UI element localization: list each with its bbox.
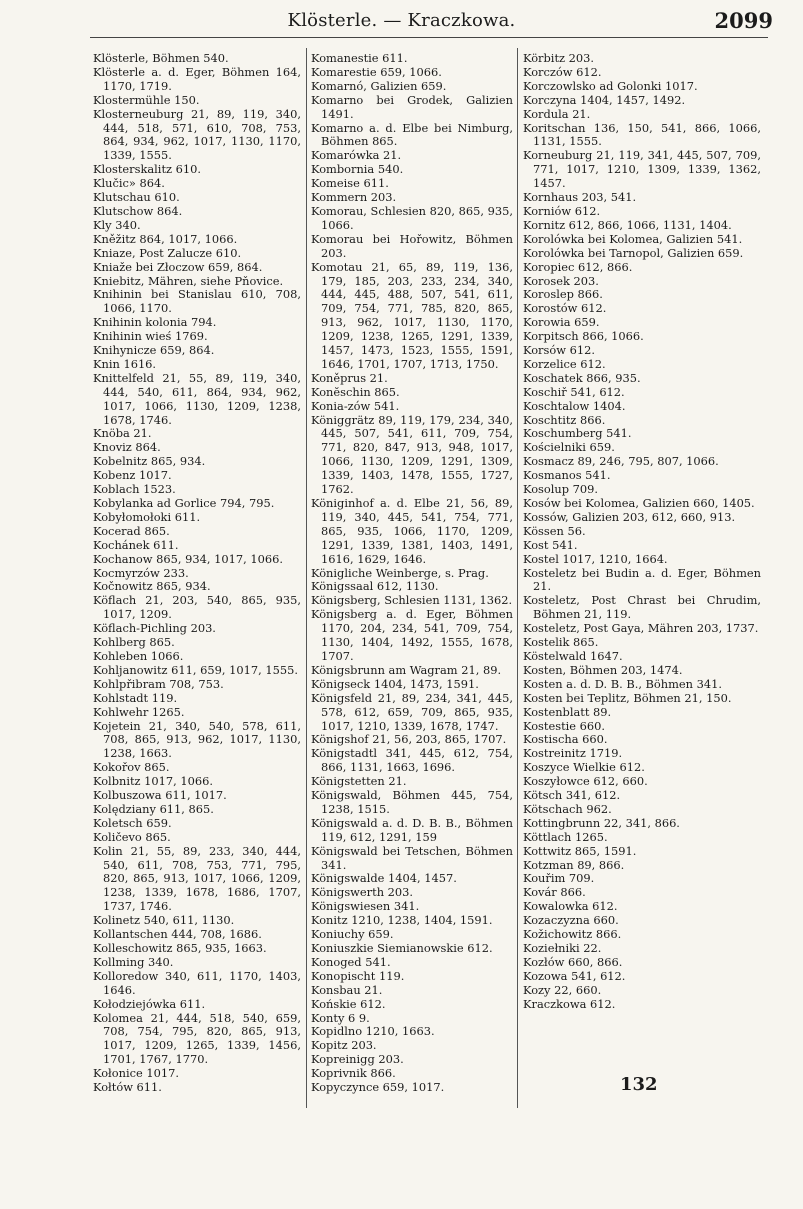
index-entry: Königliche Weinberge, s. Prag. — [311, 565, 489, 580]
index-entry: Korczowlsko ad Golonki 1017. — [523, 78, 698, 93]
index-entry: Kötschach 962. — [523, 801, 612, 816]
index-column-1 — [93, 52, 301, 1095]
index-entry: Konty 6 9. — [311, 1010, 370, 1025]
index-entry: Kosteletz, Post Chrast bei Chrudim, Böhmen 21, 119. — [523, 593, 761, 622]
index-entry: Kolin 21, 55, 89, 233, 340, 444, 540, 611, 708, 753, 771, 795, 820, 865, 913, 1017, 1066, 1209, 1238, 1339, 1678, 1686, 1707, 1737, 1746. — [93, 843, 301, 914]
index-entry: Knin 1616. — [93, 356, 157, 371]
index-entry: Kollming 340. — [93, 954, 174, 969]
index-entry: Kokořov 865. — [93, 760, 170, 775]
index-entry: Kołtów 611. — [93, 1080, 162, 1095]
index-entry: Kössen 56. — [523, 523, 586, 538]
index-entry: Kozłów 660, 866. — [523, 954, 623, 969]
index-entry: Kozaczyzna 660. — [523, 913, 619, 928]
index-entry: Koněprus 21. — [311, 370, 388, 385]
index-entry: Kněžitz 864, 1017, 1066. — [93, 231, 238, 246]
index-entry: Kochanow 865, 934, 1017, 1066. — [93, 551, 283, 566]
index-entry: Kornitz 612, 866, 1066, 1131, 1404. — [523, 217, 732, 232]
index-entry: Koschtalow 1404. — [523, 398, 626, 413]
index-entry: Kopidlno 1210, 1663. — [311, 1024, 435, 1039]
index-entry: Kouřim 709. — [523, 871, 595, 886]
index-entry: Kocmyrzów 233. — [93, 565, 189, 580]
index-entry: Kohlberg 865. — [93, 635, 175, 650]
index-entry: Königstetten 21. — [311, 774, 407, 789]
index-entry: Kohlwehr 1265. — [93, 704, 185, 719]
index-entry: Knihynicze 659, 864. — [93, 343, 215, 358]
index-entry: Korowia 659. — [523, 315, 600, 330]
page-title: Klösterle. — Kraczkowa. — [287, 10, 516, 31]
index-entry: Klučic» 864. — [93, 176, 165, 191]
header-rule — [90, 37, 768, 38]
index-entry: Koschatek 866, 935. — [523, 370, 641, 385]
index-entry: Kočnowitz 865, 934. — [93, 579, 211, 594]
index-entry: Kolleschowitz 865, 935, 1663. — [93, 941, 267, 955]
index-entry: Korzelice 612. — [523, 356, 606, 371]
index-entry: Korniów 612. — [523, 203, 601, 218]
index-entry: Koschumberg 541. — [523, 426, 632, 441]
index-entry: Kostel 1017, 1210, 1664. — [523, 551, 668, 566]
index-entry: Kolbnitz 1017, 1066. — [93, 774, 214, 789]
index-entry: Korpitsch 866, 1066. — [523, 329, 644, 344]
index-entry: Kombornia 540. — [311, 162, 404, 177]
index-entry: Kosten a. d. D. B. B., Böhmen 341. — [523, 676, 722, 691]
index-entry: Koropiec 612, 866. — [523, 259, 633, 274]
index-entry: Knihinin wieś 1769. — [93, 329, 208, 344]
index-entry: Kołonice 1017. — [93, 1066, 179, 1081]
index-entry: Kolomea 21, 444, 518, 540, 659, 708, 754, 795, 820, 865, 913, 1017, 1209, 1265, 1339, 1456, 1701, 1767, 1770. — [93, 1010, 301, 1067]
index-entry: Koprivnik 866. — [311, 1066, 396, 1081]
index-entry: Komotau 21, 65, 89, 119, 136, 179, 185, 203, 233, 234, 340, 444, 445, 488, 507, 541, 611, 709, 754, 771, 785, 820, 865, 913, 962, 1017, 1130, 1170, 1209, 1238, 1265, 1291, 1339, 1457, 1473, 1523, 1555, 1591, 1646, 1701, 1707, 1713, 1750. — [311, 259, 513, 371]
index-entry: Količevo 865. — [93, 829, 171, 844]
index-entry: Kobenz 1017. — [93, 468, 172, 483]
index-entry: Kötsch 341, 612. — [523, 788, 621, 803]
index-entry: Knoviz 864. — [93, 440, 161, 455]
index-entry: Königswalde 1404, 1457. — [311, 871, 457, 886]
index-entry: Kordula 21. — [523, 106, 591, 121]
index-column-2 — [311, 52, 513, 1095]
sheet-number: 132 — [620, 1074, 658, 1095]
index-entry: Königsberg a. d. Eger, Böhmen 1170, 204, 234, 541, 709, 754, 1130, 1404, 1492, 1555, 1678, 1707. — [311, 607, 513, 663]
index-entry: Königswerth 203. — [311, 885, 414, 900]
index-entry: Kniaže bei Złoczow 659, 864. — [93, 259, 263, 274]
index-entry: Kosteletz bei Budin a. d. Eger, Böhmen 21. — [523, 565, 761, 594]
index-entry: Koszyłowce 612, 660. — [523, 774, 648, 789]
index-entry: Komarówka 21. — [311, 148, 402, 163]
index-entry: Königgrätz 89, 119, 179, 234, 340, 445, 507, 541, 611, 709, 754, 771, 820, 847, 913, 948, 1017, 1066, 1130, 1209, 1291, 1309, 1339, 1403, 1478, 1555, 1727, 1762. — [311, 412, 513, 497]
index-entry: Kosmacz 89, 246, 795, 807, 1066. — [523, 454, 719, 469]
index-entry: Klutschau 610. — [93, 190, 180, 205]
index-entry: Königssaal 612, 1130. — [311, 579, 439, 594]
index-entry: Klostermühle 150. — [93, 92, 200, 107]
index-entry: Königstadtl 341, 445, 612, 754, 866, 1131, 1663, 1696. — [311, 746, 513, 775]
index-entry: Kommern 203. — [311, 190, 397, 205]
index-entry: Konia-zów 541. — [311, 398, 400, 413]
index-entry: Kopreinigg 203. — [311, 1052, 404, 1067]
index-entry: Kolinetz 540, 611, 1130. — [93, 913, 235, 928]
index-entry: Kotzman 89, 866. — [523, 857, 625, 872]
index-entry: Königsberg, Schlesien 1131, 1362. — [311, 593, 513, 608]
index-entry: Komarestie 659, 1066. — [311, 64, 442, 79]
index-entry: Königshof 21, 56, 203, 865, 1707. — [311, 732, 507, 747]
index-entry: Kocerad 865. — [93, 523, 170, 538]
index-entry: Konitz 1210, 1238, 1404, 1591. — [311, 913, 493, 928]
index-entry: Köstelwald 1647. — [523, 648, 623, 663]
index-entry: Klosterskalitz 610. — [93, 162, 202, 177]
index-entry: Kottingbrunn 22, 341, 866. — [523, 815, 680, 830]
index-entry: Klutschow 864. — [93, 203, 183, 218]
index-entry: Komarnó, Galizien 659. — [311, 78, 447, 93]
index-entry: Kowalowka 612. — [523, 899, 618, 914]
index-entry: Kollantschen 444, 708, 1686. — [93, 927, 262, 942]
index-entry: Korosek 203. — [523, 273, 599, 288]
index-entry: Kozowa 541, 612. — [523, 968, 626, 983]
index-entry: Klösterle, Böhmen 540. — [93, 51, 229, 65]
index-entry: Kosteletz, Post Gaya, Mähren 203, 1737. — [523, 621, 759, 636]
index-entry: Konopischt 119. — [311, 968, 405, 983]
index-entry: Königswald bei Tetschen, Böhmen 341. — [311, 843, 513, 872]
index-entry: Kosów bei Kolomea, Galizien 660, 1405. — [523, 496, 755, 510]
index-entry: Kościelniki 659. — [523, 440, 615, 455]
page-number: 2099 — [714, 8, 773, 33]
index-entry: Kostestie 660. — [523, 718, 606, 733]
index-entry: Köflach 21, 203, 540, 865, 935, 1017, 1209. — [93, 593, 301, 622]
column-divider — [517, 48, 518, 1108]
index-entry: Königswiesen 341. — [311, 899, 420, 914]
index-entry: Korczów 612. — [523, 64, 602, 79]
index-entry: Konĕschin 865. — [311, 384, 400, 399]
index-entry: Komarno a. d. Elbe bei Nimburg, Böhmen 865. — [311, 120, 513, 149]
index-entry: Koniuchy 659. — [311, 927, 394, 942]
index-entry: Kosten bei Teplitz, Böhmen 21, 150. — [523, 690, 732, 705]
index-entry: Kossów, Galizien 203, 612, 660, 913. — [523, 509, 736, 524]
index-entry: Kosmanos 541. — [523, 468, 611, 483]
index-entry: Końskie 612. — [311, 996, 386, 1011]
index-entry: Körbitz 203. — [523, 51, 595, 65]
index-entry: Kojetein 21, 340, 540, 578, 611, 708, 865, 913, 962, 1017, 1130, 1238, 1663. — [93, 718, 301, 761]
index-entry: Konoged 541. — [311, 954, 391, 969]
index-entry: Kobelnitz 865, 934. — [93, 454, 206, 469]
index-entry: Kołodziejówka 611. — [93, 996, 206, 1011]
index-entry: Klösterle a. d. Eger, Böhmen 164, 1170, 1719. — [93, 64, 301, 93]
index-entry: Knihinin kolonia 794. — [93, 315, 217, 330]
index-entry: Korostów 612. — [523, 301, 607, 316]
index-entry: Kolędziany 611, 865. — [93, 801, 214, 816]
index-entry: Königsfeld 21, 89, 234, 341, 445, 578, 612, 659, 709, 865, 935, 1017, 1210, 1339, 1678, 1747. — [311, 690, 513, 733]
index-entry: Kozy 22, 660. — [523, 982, 602, 997]
index-entry: Konsbau 21. — [311, 982, 383, 997]
index-entry: Kobylanka ad Gorlice 794, 795. — [93, 496, 275, 510]
index-entry: Köflach-Pichling 203. — [93, 621, 216, 636]
index-entry: Korolówka bei Kolomea, Galizien 541. — [523, 231, 743, 246]
index-entry: Kolloredow 340, 611, 1170, 1403, 1646. — [93, 968, 301, 997]
index-entry: Kniebitz, Mähren, siehe Pňovice. — [93, 273, 284, 288]
index-entry: Königinhof a. d. Elbe 21, 56, 89, 119, 340, 445, 541, 754, 771, 865, 935, 1066, 1170, 1209, 1291, 1339, 1381, 1403, 1491, 1616, 1629, 1646. — [311, 496, 513, 566]
index-entry: Koblach 1523. — [93, 482, 176, 497]
index-entry: Koniuszkie Siemianowskie 612. — [311, 941, 493, 955]
index-entry: Komarno bei Grodek, Galizien 1491. — [311, 92, 513, 121]
index-entry: Kopyczynce 659, 1017. — [311, 1080, 445, 1095]
index-entry: Kniaze, Post Zalucze 610. — [93, 245, 242, 260]
index-entry: Kostelik 865. — [523, 635, 599, 650]
index-entry: Kohljanowitz 611, 659, 1017, 1555. — [93, 662, 298, 677]
index-entry: Komorau, Schlesien 820, 865, 935, 1066. — [311, 203, 513, 232]
index-entry: Korolówka bei Tarnopol, Galizien 659. — [523, 245, 744, 260]
index-entry: Kožichowitz 866. — [523, 927, 622, 942]
index-entry: Koziełniki 22. — [523, 941, 602, 955]
index-entry: Knittelfeld 21, 55, 89, 119, 340, 444, 540, 611, 864, 934, 962, 1017, 1066, 1130, 1209, 1238, 1678, 1746. — [93, 370, 301, 427]
index-entry: Kovár 866. — [523, 885, 586, 900]
index-entry: Komorau bei Hořowitz, Böhmen 203. — [311, 231, 513, 260]
index-entry: Kraczkowa 612. — [523, 996, 616, 1011]
index-entry: Kly 340. — [93, 217, 141, 232]
index-entry: Korsów 612. — [523, 343, 595, 358]
index-entry: Komanestie 611. — [311, 51, 408, 65]
index-entry: Klosterneuburg 21, 89, 119, 340, 444, 518, 571, 610, 708, 753, 864, 934, 962, 1017, 1130, 1170, 1339, 1555. — [93, 106, 301, 163]
index-entry: Koletsch 659. — [93, 815, 172, 830]
column-divider — [306, 48, 307, 1108]
index-entry: Kostreinitz 1719. — [523, 746, 623, 761]
index-entry: Kottwitz 865, 1591. — [523, 843, 637, 858]
index-entry: Kobyłomołoki 611. — [93, 509, 201, 524]
index-entry: Königseck 1404, 1473, 1591. — [311, 676, 479, 691]
index-entry: Kopitz 203. — [311, 1038, 377, 1053]
index-entry: Koritschan 136, 150, 541, 866, 1066, 1131, 1555. — [523, 120, 761, 149]
index-entry: Kostenblatt 89. — [523, 704, 612, 719]
index-entry: Königswald, Böhmen 445, 754, 1238, 1515. — [311, 788, 513, 816]
index-entry: Königswald a. d. D. B. B., Böhmen 119, 612, 1291, 159 — [311, 815, 513, 844]
page-header — [0, 8, 803, 34]
index-entry: Kostischa 660. — [523, 732, 608, 747]
index-entry: Knöba 21. — [93, 426, 152, 441]
index-entry: Koroslep 866. — [523, 287, 603, 302]
index-entry: Koszyce Wielkie 612. — [523, 760, 645, 775]
index-entry: Kochánek 611. — [93, 537, 179, 552]
index-entry: Kost 541. — [523, 537, 578, 552]
index-entry: Kornhaus 203, 541. — [523, 190, 637, 205]
index-entry: Korneuburg 21, 119, 341, 445, 507, 709, 771, 1017, 1210, 1309, 1339, 1362, 1457. — [523, 148, 761, 191]
index-entry: Koschtitz 866. — [523, 412, 606, 427]
index-entry: Knihinin bei Stanislau 610, 708, 1066, 1170. — [93, 287, 301, 316]
index-entry: Königsbrunn am Wagram 21, 89. — [311, 662, 502, 677]
index-entry: Kolbuszowa 611, 1017. — [93, 788, 227, 803]
index-entry: Kosten, Böhmen 203, 1474. — [523, 662, 683, 677]
index-entry: Kohleben 1066. — [93, 648, 184, 663]
index-entry: Kosolup 709. — [523, 482, 599, 497]
index-entry: Köttlach 1265. — [523, 829, 608, 844]
index-entry: Kohlstadt 119. — [93, 690, 178, 705]
index-entry: Korczyna 1404, 1457, 1492. — [523, 92, 686, 107]
index-column-3 — [523, 52, 761, 1012]
index-entry: Komeise 611. — [311, 176, 389, 191]
index-entry: Kohlpřibram 708, 753. — [93, 676, 224, 691]
index-entry: Koschiř 541, 612. — [523, 384, 625, 399]
